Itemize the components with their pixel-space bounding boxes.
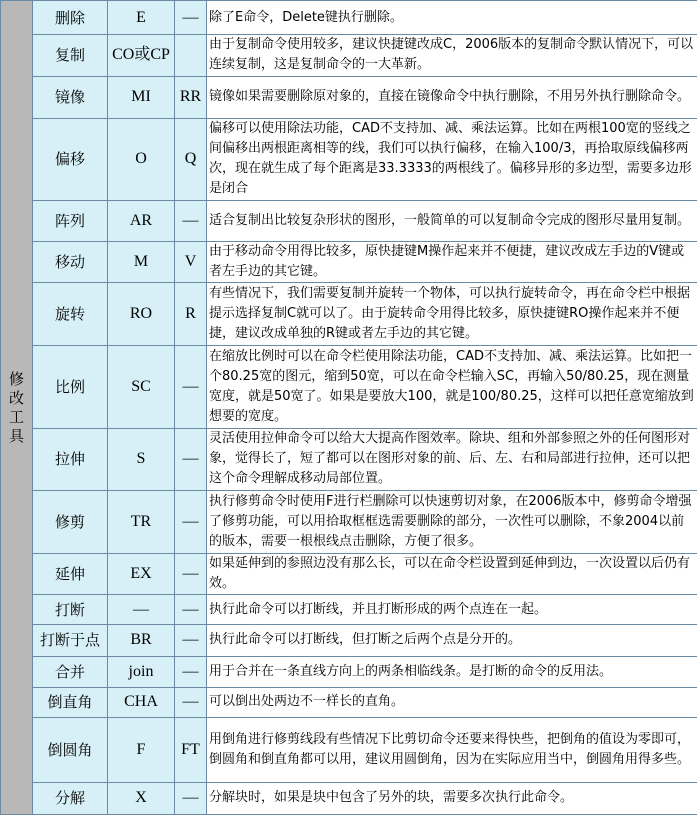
command-description: 适合复制出比较复杂形状的图形，一般简单的可以复制命令完成的图形尽量用复制。 — [207, 200, 697, 241]
command-shortcut: RO — [108, 283, 175, 346]
table-row — [1, 491, 697, 554]
command-description: 用于合并在一条直线方向上的两条相临线条。是打断的命令的反用法。 — [207, 656, 697, 687]
command-alt-shortcut: — — [175, 656, 207, 687]
command-shortcut: E — [108, 1, 175, 35]
command-alt-shortcut: — — [175, 1, 207, 35]
command-description: 可以倒出处两边不一样长的直角。 — [207, 687, 697, 717]
command-alt-shortcut: — — [175, 782, 207, 814]
command-alt-shortcut: — — [175, 687, 207, 717]
command-description: 执行修剪命令时使用F进行栏删除可以快速剪切对象，在2006版本中，修剪命令增强了修剪功能，可以用拾取框框选需要删除的部分，一次性可以删除，不象2004以前的版本，需要一根根线点击删除，方便了很多。 — [207, 491, 697, 554]
table-row — [1, 76, 697, 118]
command-name: 比例 — [33, 345, 108, 428]
command-alt-shortcut: FT — [175, 718, 207, 783]
command-table-body — [1, 1, 697, 815]
command-shortcut: BR — [108, 625, 175, 656]
command-description: 在缩放比例时可以在命令栏使用除法功能，CAD不支持加、减、乘法运算。比如把一个80.25宽的图元，缩到50宽，可以在命令栏输入SC，再输入50/80.25，现在测量宽度，就是50宽了。如果是要放大100，就是100/80.25，这样可以把任意宽缩放到想要的宽度。 — [207, 345, 697, 428]
table-row — [1, 242, 697, 283]
command-shortcut: TR — [108, 491, 175, 554]
table-row — [1, 118, 697, 200]
command-name: 分解 — [33, 782, 108, 814]
command-shortcut: CO或CP — [108, 35, 175, 76]
table-row — [1, 428, 697, 491]
command-shortcut: CHA — [108, 687, 175, 717]
command-name: 修剪 — [33, 491, 108, 554]
command-name: 打断 — [33, 595, 108, 625]
command-description: 如果延伸到的参照边没有那么长，可以在命令栏设置到延伸到边，一次设置以后仍有效。 — [207, 553, 697, 594]
command-alt-shortcut: — — [175, 491, 207, 554]
command-shortcut: join — [108, 656, 175, 687]
command-description: 灵活使用拉伸命令可以给大大提高作图效率。除块、组和外部参照之外的任何图形对象，觉得长了，短了都可以在图形对象的前、后、左、右和局部进行拉伸，还可以把这个命令理解成移动局部位置。 — [207, 428, 697, 491]
table-row — [1, 553, 697, 594]
command-shortcut: F — [108, 718, 175, 783]
command-description: 由于移动命令用得比较多，原快捷键M操作起来并不便捷，建议改成左手边的V键或者左手边的其它键。 — [207, 242, 697, 283]
command-name: 拉伸 — [33, 428, 108, 491]
command-name: 合并 — [33, 656, 108, 687]
command-name: 移动 — [33, 242, 108, 283]
command-shortcut: SC — [108, 345, 175, 428]
command-shortcut: X — [108, 782, 175, 814]
command-alt-shortcut: R — [175, 283, 207, 346]
command-shortcut: EX — [108, 553, 175, 594]
command-shortcut: S — [108, 428, 175, 491]
command-alt-shortcut: — — [175, 595, 207, 625]
command-alt-shortcut: RR — [175, 76, 207, 118]
command-alt-shortcut — [175, 35, 207, 76]
command-description: 执行此命令可以打断线，并且打断形成的两个点连在一起。 — [207, 595, 697, 625]
table-row — [1, 625, 697, 656]
command-description: 镜像如果需要删除原对象的，直接在镜像命令中执行删除，不用另外执行删除命令。 — [207, 76, 697, 118]
command-description: 执行此命令可以打断线，但打断之后两个点是分开的。 — [207, 625, 697, 656]
command-description: 偏移可以使用除法功能，CAD不支持加、减、乘法运算。比如在两根100宽的竖线之间偏移出两根距离相等的线，我们可以执行偏移，在输入100/3，再拾取原线偏移两次，现在就生成了每个距离是33.3333的两根线了。偏移异形的多边型，需要多边形是闭合 — [207, 118, 697, 200]
command-name: 倒圆角 — [33, 718, 108, 783]
command-alt-shortcut: — — [175, 625, 207, 656]
command-alt-shortcut: V — [175, 242, 207, 283]
command-name: 复制 — [33, 35, 108, 76]
command-shortcut: M — [108, 242, 175, 283]
command-alt-shortcut: — — [175, 345, 207, 428]
table-row — [1, 595, 697, 625]
command-description: 由于复制命令使用较多，建议快捷键改成C，2006版本的复制命令默认情况下，可以连续复制，这是复制命令的一大革新。 — [207, 35, 697, 76]
table-row — [1, 687, 697, 717]
command-description: 用倒角进行修剪线段有些情况下比剪切命令还要来得快些，把倒角的值设为零即可，倒圆角和倒直角都可以用，建议用圆倒角，因为在实际应用当中，倒圆角用得多些。 — [207, 718, 697, 783]
table-row — [1, 782, 697, 814]
command-shortcut: MI — [108, 76, 175, 118]
command-shortcut: O — [108, 118, 175, 200]
command-shortcut: — — [108, 595, 175, 625]
table-row — [1, 35, 697, 76]
table-row — [1, 200, 697, 241]
command-alt-shortcut: Q — [175, 118, 207, 200]
command-alt-shortcut: — — [175, 200, 207, 241]
command-description: 除了E命令，Delete键执行删除。 — [207, 1, 697, 35]
command-name: 删除 — [33, 1, 108, 35]
command-name: 阵列 — [33, 200, 108, 241]
command-name: 旋转 — [33, 283, 108, 346]
command-name: 倒直角 — [33, 687, 108, 717]
group-label-cell — [1, 1, 33, 815]
command-description: 有些情况下，我们需要复制并旋转一个物体，可以执行旋转命令，再在命令栏中根据提示选择复制C就可以了。由于旋转命令用得比较多，原快捷键RO操作起来并不便捷，建议改成单独的R键或者左手边的其它键。 — [207, 283, 697, 346]
command-name: 打断于点 — [33, 625, 108, 656]
group-label: 修改工具 — [9, 369, 25, 445]
table-row — [1, 656, 697, 687]
command-name: 偏移 — [33, 118, 108, 200]
table-row — [1, 1, 697, 35]
command-name: 延伸 — [33, 553, 108, 594]
command-name: 镜像 — [33, 76, 108, 118]
command-alt-shortcut: — — [175, 553, 207, 594]
table-row — [1, 345, 697, 428]
command-alt-shortcut: — — [175, 428, 207, 491]
table-row — [1, 283, 697, 346]
command-description: 分解块时，如果是块中包含了另外的块，需要多次执行此命令。 — [207, 782, 697, 814]
command-shortcut: AR — [108, 200, 175, 241]
table-row — [1, 718, 697, 783]
